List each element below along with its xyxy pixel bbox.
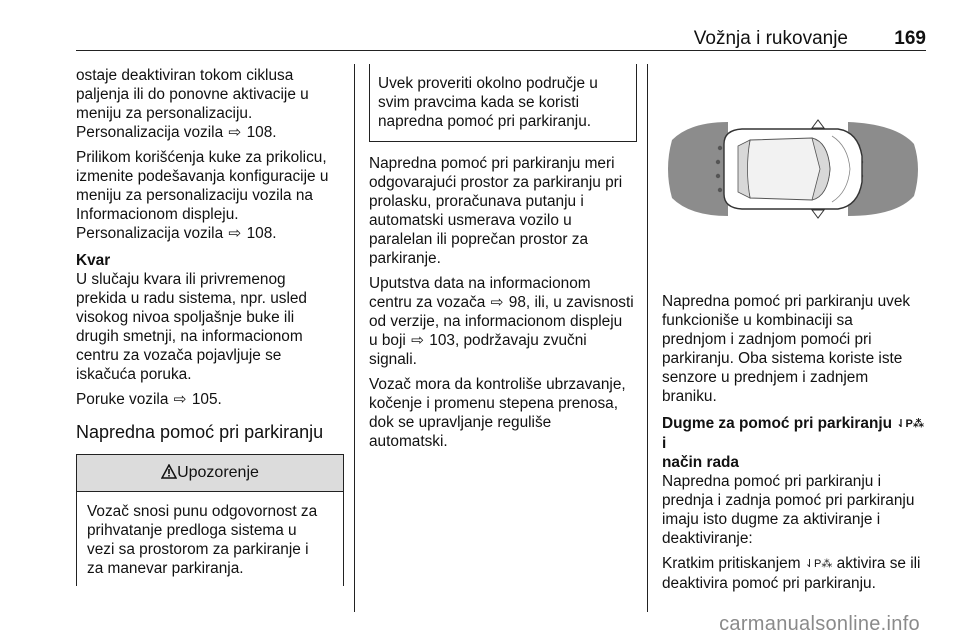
column-1: [76, 66, 344, 586]
watermark: carmanualsonline.info: [719, 613, 920, 635]
parking-assist-icon: ⇃P⁂: [804, 558, 833, 570]
warning-text: Vozač snosi punu odgovornost za prihvatanje predloga sistema u vezi sa prostorom za parkiranje i za manevar parkiranja.: [87, 503, 318, 577]
paragraph: Poruke vozila ⇨ 105.: [76, 391, 222, 408]
page-reference-arrow-icon: ⇨: [228, 124, 242, 141]
note-box: Uvek proveriti okolno područje u svim pravcima kada se koristi napredna pomoć pri parkiranju.: [369, 64, 637, 142]
warning-title: Upozorenje: [177, 464, 259, 481]
chapter-title: Vožnja i rukovanje: [693, 28, 848, 49]
paragraph: Uputstva data na informacionom centru za vozača ⇨ 98, ili, u zavisnosti od verzije, na informacionom displeju u boji ⇨ 103, podržavaju zvučni signali.: [369, 275, 634, 368]
fault-heading: Kvar: [76, 252, 111, 269]
section-heading: Napredna pomoć pri parkiranju: [76, 422, 324, 442]
car-top-view-image: [662, 66, 927, 278]
paragraph: Napredna pomoć pri parkiranju uvek funkcioniše u kombinaciji sa prednjom i zadnjom pomoći pri parkiranju. Oba sistema koriste iste senzore u prednjem i zadnjem braniku.: [662, 293, 911, 405]
paragraph: ostaje deaktiviran tokom ciklusa paljenja ili do ponovne aktivacije u meniju za personalizaciju. Personalizacija vozila ⇨ 108.: [76, 67, 309, 141]
paragraph: U slučaju kvara ili privremenog prekida u radu sistema, npr. usled visokog nivoa spoljašnje buke ili drugih smetnji, na informacionom centru za vozača pojavljuje se iskačuća poruka.: [76, 271, 307, 383]
paragraph: Kratkim pritiskanjem ⇃P⁂ aktivira se ili deaktivira pomoć pri parkiranju.: [662, 555, 921, 592]
paragraph: Napredna pomoć pri parkiranju meri odgovarajući prostor za parkiranju pri prolasku, proračunava putanju i automatski usmerava vozilo u paralelan ili poprečan prostor za parkiranje.: [369, 155, 623, 267]
parking-assist-icon: ⇃P⁂: [896, 418, 925, 430]
column-2: [369, 66, 637, 457]
paragraph: Prilikom korišćenja kuke za prikolicu, izmenite podešavanja konfiguracije u meniju za personalizaciju vozila na Informacionom displeju. Personalizacija vozila ⇨ 108.: [76, 149, 329, 242]
column-3: [662, 66, 932, 599]
warning-triangle-icon: [161, 464, 177, 479]
page-reference-arrow-icon: ⇨: [490, 294, 504, 311]
page-header: [76, 30, 926, 51]
column-divider: [647, 64, 648, 612]
page-reference-arrow-icon: ⇨: [228, 225, 242, 242]
column-divider: [354, 64, 355, 612]
button-mode-heading: Dugme za pomoć pri parkiranju ⇃P⁂ i način rada: [662, 415, 925, 471]
paragraph: Vozač mora da kontroliše ubrzavanje, kočenje i promenu stepena prenosa, dok se upravljanje reguliše automatski.: [369, 376, 626, 450]
page-reference-arrow-icon: ⇨: [173, 391, 187, 408]
parking-sensor-illustration: [662, 66, 927, 278]
page-reference-arrow-icon: ⇨: [411, 332, 424, 349]
paragraph: Napredna pomoć pri parkiranju i prednja i zadnja pomoć pri parkiranju imaju isto dugme za aktiviranje i deaktiviranje:: [662, 473, 915, 547]
page-number: 169: [894, 28, 926, 49]
warning-title-bar: [77, 454, 343, 492]
warning-box: [76, 454, 344, 586]
